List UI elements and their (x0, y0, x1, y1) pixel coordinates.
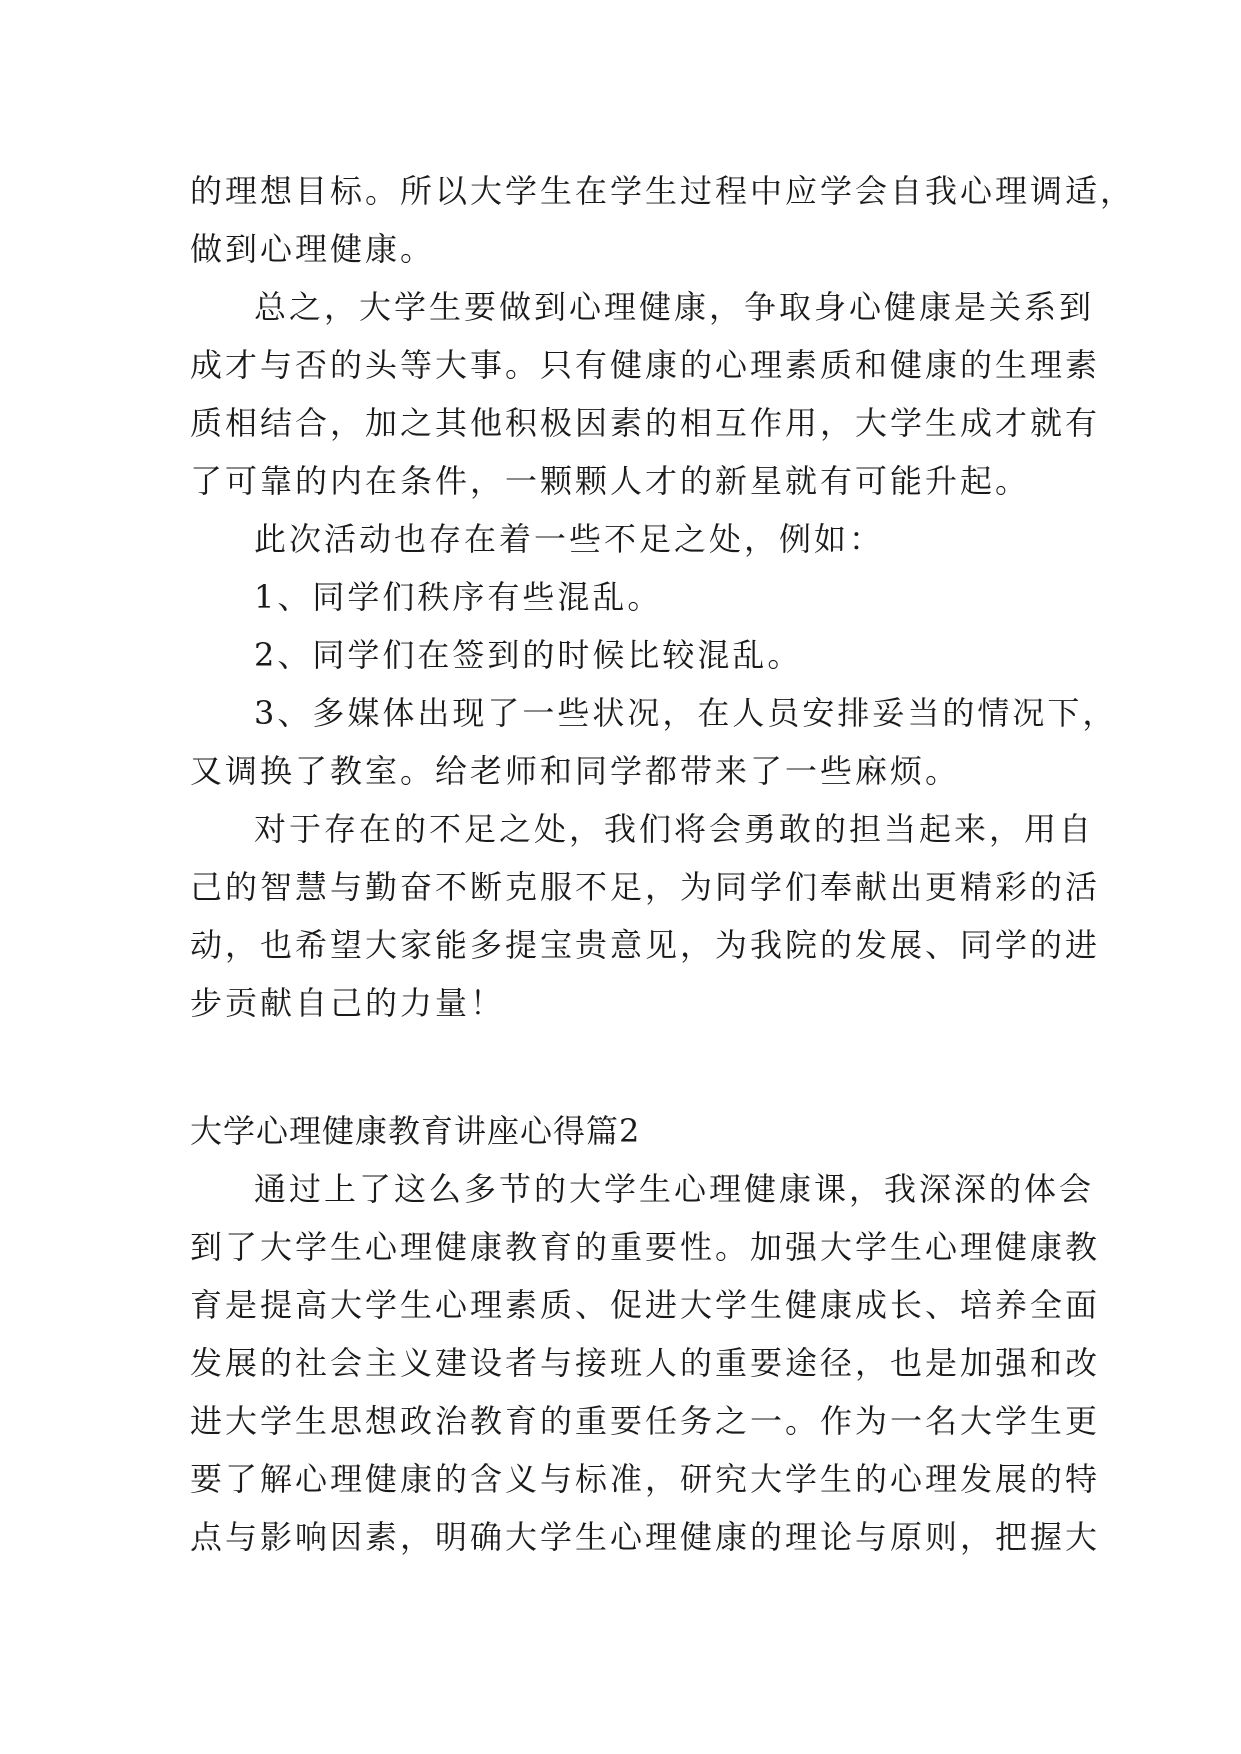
list-item: 3、多媒体出现了一些状况，在人员安排妥当的情况下， (254, 694, 1118, 732)
text-line: 成才与否的头等大事。只有健康的心理素质和健康的生理素 (190, 346, 1101, 384)
list-item: 2、同学们在签到的时候比较混乱。 (254, 636, 803, 674)
section-gap (190, 1032, 1070, 1102)
text-line: 动，也希望大家能多提宝贵意见，为我院的发展、同学的进 (190, 926, 1101, 964)
text-line: 做到心理健康。 (190, 230, 436, 268)
text-line: 质相结合，加之其他积极因素的相互作用，大学生成才就有 (190, 404, 1101, 442)
text-line: 步贡献自己的力量！ (190, 984, 506, 1022)
text-line: 进大学生思想政治教育的重要任务之一。作为一名大学生更 (190, 1402, 1101, 1440)
list-item: 1、同学们秩序有些混乱。 (254, 578, 663, 616)
text-line: 到了大学生心理健康教育的重要性。加强大学生心理健康教 (190, 1228, 1101, 1266)
text-line: 的理想目标。所以大学生在学生过程中应学会自我心理调适， (190, 172, 1136, 210)
section-heading: 大学心理健康教育讲座心得篇2 (190, 1112, 641, 1150)
text-line: 发展的社会主义建设者与接班人的重要途径，也是加强和改 (190, 1344, 1101, 1382)
document-page (190, 162, 1136, 1566)
text-line: 了可靠的内在条件，一颗颗人才的新星就有可能升起。 (190, 462, 1031, 500)
text-line: 己的智慧与勤奋不断克服不足，为同学们奉献出更精彩的活 (190, 868, 1101, 906)
paragraph-start: 通过上了这么多节的大学生心理健康课，我深深的体会 (254, 1170, 1095, 1208)
text-line: 又调换了教室。给老师和同学都带来了一些麻烦。 (190, 752, 961, 790)
text-line: 要了解心理健康的含义与标准，研究大学生的心理发展的特 (190, 1460, 1101, 1498)
paragraph-start: 总之，大学生要做到心理健康，争取身心健康是关系到 (254, 288, 1095, 326)
text-line: 点与影响因素，明确大学生心理健康的理论与原则，把握大 (190, 1518, 1101, 1556)
paragraph-start: 对于存在的不足之处，我们将会勇敢的担当起来，用自 (254, 810, 1095, 848)
text-line: 育是提高大学生心理素质、促进大学生健康成长、培养全面 (190, 1286, 1101, 1324)
paragraph-start: 此次活动也存在着一些不足之处，例如： (254, 520, 885, 558)
